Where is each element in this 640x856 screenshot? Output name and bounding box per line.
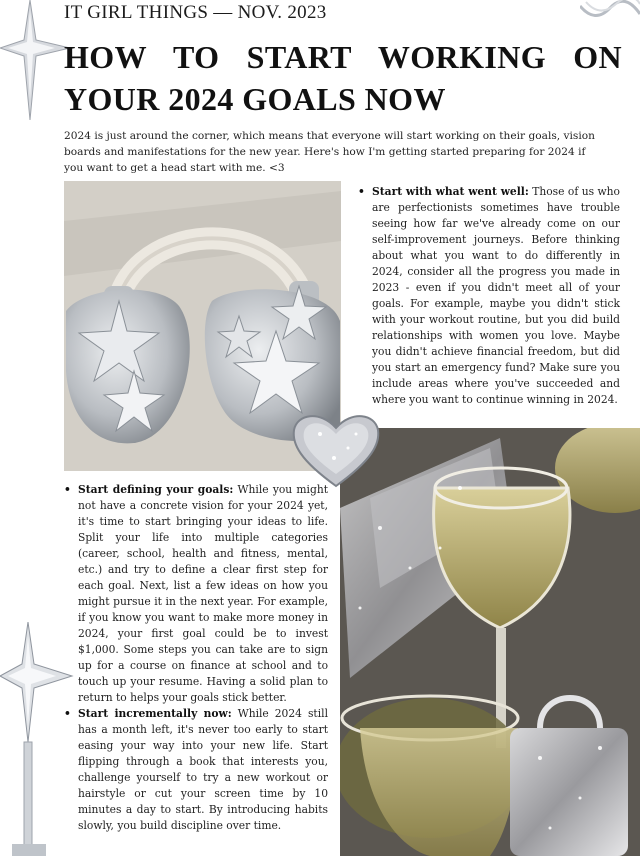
glitter-heart-icon [290,408,382,490]
tip-heading: Start incrementally now: [78,707,232,720]
tips-list-left [64,482,328,834]
intro-paragraph: 2024 is just around the corner, which means that everyone will start working on their goals, vision boards and manifestations for the new year. Here's how I'm getting started preparing for 2024 if you want to get a head start with me. <3 [64,130,595,174]
tip-body: While you might not have a concrete vision for your 2024 yet, it's time to start bringing your ideas to life. Split your life into multiple categories (career, school, health and fitness, mental, etc.) and try to define a clear first step for each goal. Next, list a few ideas on how you might pursue it in the next year. For example, if you know you want to make more money in 2024, your first goal could be to invest $1,000. Some steps you can take are to sign up for a course on finance at school and to touch up your resume. Having a solid plan to return to helps your goals stick better. [78,483,328,704]
tip-body: While 2024 still has a month left, it's never too early to start easing your way into your new life. Start flipping through a book that interests you, challenge yourself to try a new workout or hairstyle or cut your screen time by 10 minutes a day to start. By introducing habits slowly, you build discipline over time. [78,707,328,832]
champagne-glitter-photo [340,428,640,856]
tip-body: Those of us who are perfectionists sometimes have trouble seeing how far we've already come on our self-improvement journeys. Before thinking about what you want to do differently in 2024, consider all the progress you made in 2023 - even if you didn't meet all of your goals. For example, maybe you didn't stick with your workout routine, but you did build relationships with women you love. Maybe you didn't achieve financial freedom, but did you start an emergency fund? Make sure you include areas where you've succeeded and where you want to continue winning in 2024. [372,185,620,406]
tip-heading: Start with what went well: [372,185,529,198]
tips-list-right [358,184,620,408]
page-title: HOW TO START WORKING ON YOUR 2024 GOALS NOW [64,39,622,117]
tip-start-with-what-went-well [358,184,620,408]
tip-heading: Start defining your goals: [78,483,234,496]
tinsel-icon [580,0,640,26]
sparkle-star-icon [0,0,70,120]
tip-start-incrementally [64,706,328,834]
issue-kicker: IT GIRL THINGS — NOV. 2023 [64,2,327,23]
tip-start-defining-goals [64,482,328,706]
